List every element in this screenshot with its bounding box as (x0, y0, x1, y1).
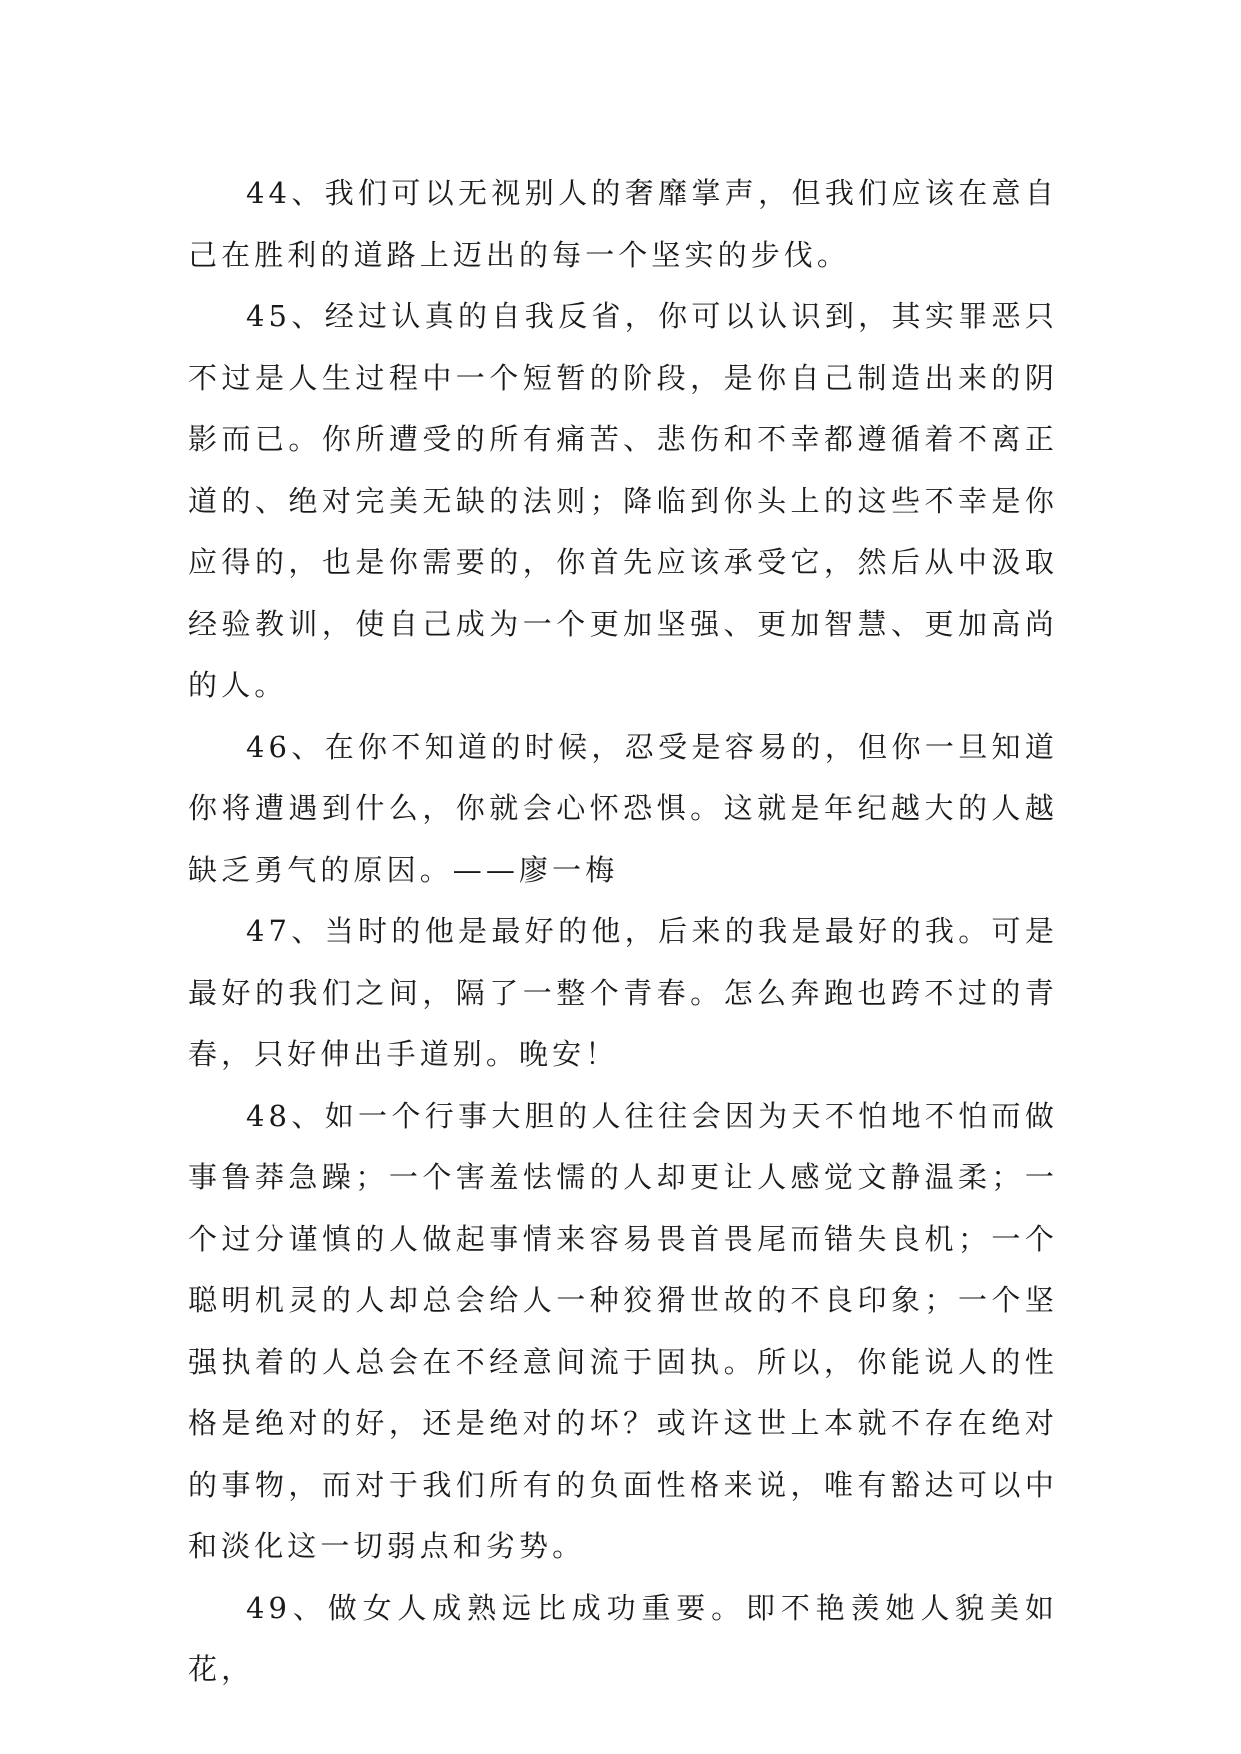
paragraph-45: 45、经过认真的自我反省，你可以认识到，其实罪恶只不过是人生过程中一个短暂的阶段，是你自己制造出来的阴影而已。你所遭受的所有痛苦、悲伤和不幸都遵循着不离正道的、绝对完美无缺的法则；降临到你头上的这些不幸是你应得的，也是你需要的，你首先应该承受它，然后从中汲取经验教训，使自己成为一个更加坚强、更加智慧、更加高尚的人。 (188, 299, 1058, 702)
paragraph-44: 44、我们可以无视别人的奢靡掌声，但我们应该在意自己在胜利的道路上迈出的每一个坚实的步伐。 (188, 176, 1058, 272)
paragraph-46: 46、在你不知道的时候，忍受是容易的，但你一旦知道你将遭遇到什么，你就会心怀恐惧。这就是年纪越大的人越缺乏勇气的原因。——廖一梅 (188, 729, 1058, 887)
paragraph-49: 49、做女人成熟远比成功重要。即不艳羡她人貌美如花， (188, 1590, 1058, 1686)
paragraph-48: 48、如一个行事大胆的人往往会因为天不怕地不怕而做事鲁莽急躁；一个害羞怯懦的人却更让人感觉文静温柔；一个过分谨慎的人做起事情来容易畏首畏尾而错失良机；一个聪明机灵的人却总会给人一种狡猾世故的不良印象；一个坚强执着的人总会在不经意间流于固执。所以，你能说人的性格是绝对的好，还是绝对的坏？或许这世上本就不存在绝对的事物，而对于我们所有的负面性格来说，唯有豁达可以中和淡化这一切弱点和劣势。 (188, 1098, 1058, 1563)
paragraph-47: 47、当时的他是最好的他，后来的我是最好的我。可是最好的我们之间，隔了一整个青春。怎么奔跑也跨不过的青春，只好伸出手道别。晚安！ (188, 914, 1058, 1071)
document-body (188, 163, 1058, 1701)
